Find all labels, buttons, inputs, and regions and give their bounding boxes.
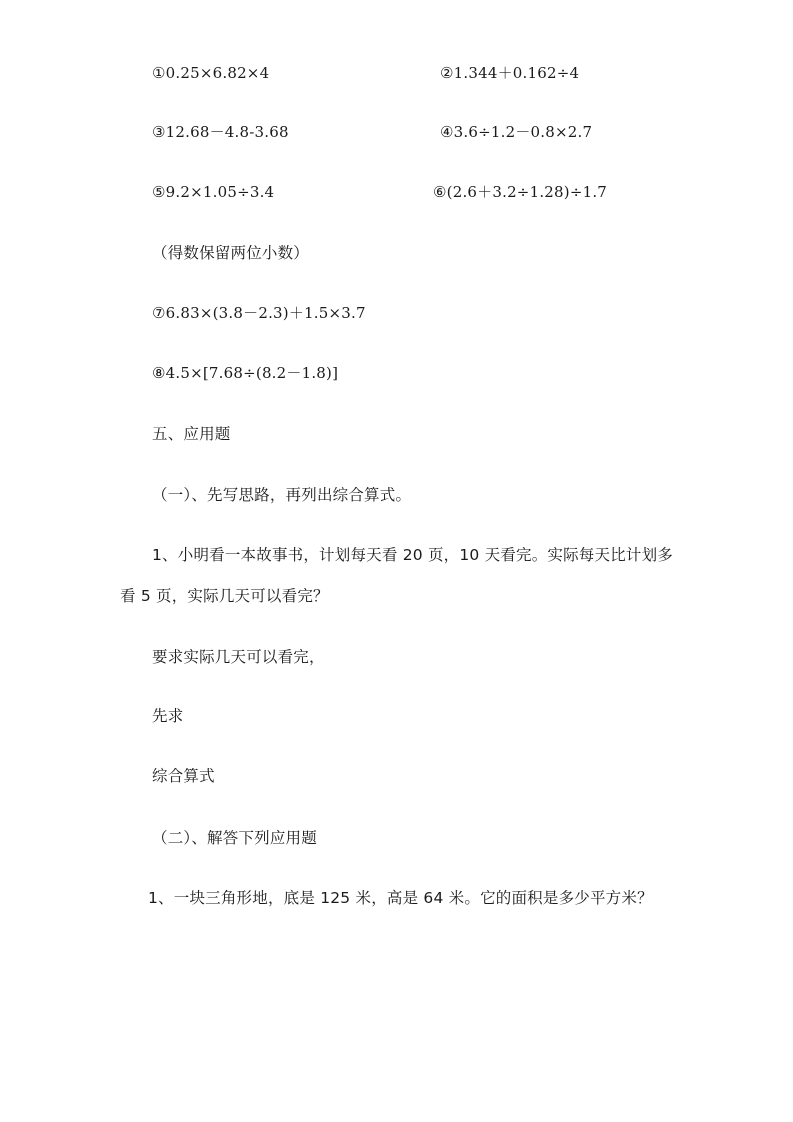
part2-heading: （二）、解答下列应用题 <box>152 829 317 847</box>
exercise-5: ⑤9.2×1.05÷3.4 <box>152 183 275 201</box>
section-heading: 五、应用题 <box>152 425 231 443</box>
exercise-4: ④3.6÷1.2－0.8×2.7 <box>440 123 593 141</box>
exercise-1: ①0.25×6.82×4 <box>152 64 270 82</box>
exercise-8: ⑧4.5×[7.68÷(8.2－1.8)] <box>152 364 339 382</box>
question-1-line-2: 看 5 页，实际几天可以看完？ <box>120 587 329 605</box>
thinking-prompt: 要求实际几天可以看完， <box>152 648 325 666</box>
exercise-6: ⑥(2.6＋3.2÷1.28)÷1.7 <box>433 183 608 201</box>
part1-heading: （一）、先写思路，再列出综合算式。 <box>152 486 412 504</box>
formula-prompt: 综合算式 <box>152 767 215 785</box>
first-step-prompt: 先求 <box>152 707 184 725</box>
question-2: 1、一块三角形地，底是 125 米，高是 64 米。它的面积是多少平方米？ <box>148 889 653 907</box>
exercise-7: ⑦6.83×(3.8－2.3)＋1.5×3.7 <box>152 304 366 322</box>
exercise-2: ②1.344＋0.162÷4 <box>440 64 580 82</box>
question-1-line-1: 1、小明看一本故事书，计划每天看 20 页，10 天看完。实际每天比计划多 <box>152 546 673 564</box>
exercise-3: ③12.68－4.8-3.68 <box>152 123 289 141</box>
rounding-note: （得数保留两位小数） <box>152 244 310 262</box>
